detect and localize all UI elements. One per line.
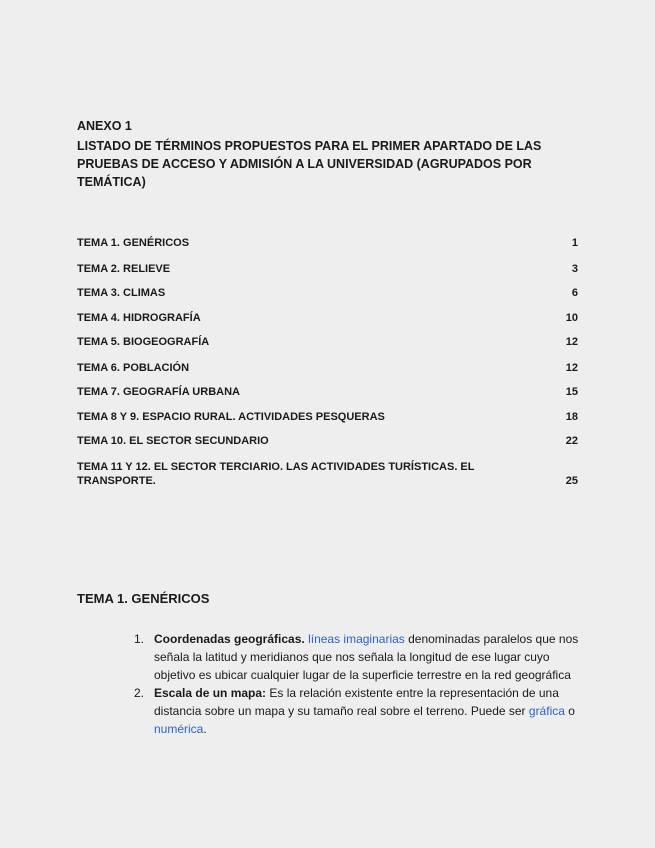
term-definition: o bbox=[564, 704, 575, 718]
toc-page-number: 22 bbox=[565, 435, 578, 447]
list-item bbox=[134, 630, 580, 684]
toc-row[interactable] bbox=[77, 236, 578, 250]
term-name: Coordenadas geográficas. bbox=[154, 632, 305, 646]
term-list bbox=[134, 630, 580, 738]
toc-page-number: 10 bbox=[565, 312, 578, 324]
term-definition: Es la relación existente entre la representación de una distancia sobre un mapa y su tamaño real sobre el terreno. Puede ser bbox=[154, 686, 559, 718]
toc-title: TEMA 2. RELIEVE bbox=[77, 263, 171, 275]
toc-row[interactable] bbox=[77, 361, 578, 375]
term-link[interactable]: gráfica bbox=[528, 704, 565, 718]
toc-page-number: 3 bbox=[571, 263, 578, 275]
toc-title: TEMA 5. BIOGEOGRAFÍA bbox=[77, 336, 210, 348]
toc-title: TEMA 11 Y 12. EL SECTOR TERCIARIO. LAS ACTIVIDADES TURÍSTICAS. EL TRANSPORTE. bbox=[77, 461, 475, 487]
toc-row[interactable] bbox=[77, 335, 578, 349]
toc-title: TEMA 1. GENÉRICOS bbox=[77, 237, 190, 249]
toc-page-number: 12 bbox=[565, 362, 578, 374]
list-item-number: 2. bbox=[134, 686, 145, 700]
toc-page-number: 15 bbox=[565, 386, 578, 398]
toc-page-number: 12 bbox=[565, 336, 578, 348]
toc-title: TEMA 3. CLIMAS bbox=[77, 287, 166, 299]
toc-row[interactable] bbox=[77, 262, 578, 276]
list-item-number: 1. bbox=[134, 632, 145, 646]
term-definition: . bbox=[203, 722, 207, 736]
list-item-body bbox=[154, 684, 580, 738]
toc-title: TEMA 6. POBLACIÓN bbox=[77, 362, 190, 374]
annex-title: LISTADO DE TÉRMINOS PROPUESTOS PARA EL PRIMER APARTADO DE LAS PRUEBAS DE ACCESO Y ADMISIÓN A LA UNIVERSIDAD (AGRUPADOS POR TEMÁTICA) bbox=[77, 139, 542, 189]
toc-row[interactable] bbox=[77, 311, 578, 325]
toc-page-number: 1 bbox=[571, 237, 578, 249]
term-link[interactable]: líneas imaginarias bbox=[308, 632, 405, 646]
toc-page-number: 6 bbox=[571, 287, 578, 299]
toc-title: TEMA 8 Y 9. ESPACIO RURAL. ACTIVIDADES PESQUERAS bbox=[77, 411, 385, 423]
toc-row[interactable] bbox=[77, 460, 578, 488]
term-link[interactable]: numérica bbox=[154, 722, 204, 736]
toc-page-number: 25 bbox=[565, 475, 578, 487]
annex-header bbox=[77, 118, 577, 191]
annex-label: ANEXO 1 bbox=[77, 119, 132, 133]
list-item bbox=[134, 684, 580, 738]
toc-title: TEMA 4. HIDROGRAFÍA bbox=[77, 312, 201, 324]
term-name: Escala de un mapa: bbox=[154, 686, 267, 700]
list-item-body bbox=[154, 630, 580, 684]
toc-row[interactable] bbox=[77, 385, 578, 399]
toc-title: TEMA 7. GEOGRAFÍA URBANA bbox=[77, 386, 240, 398]
toc-row[interactable] bbox=[77, 410, 578, 424]
toc-title: TEMA 10. EL SECTOR SECUNDARIO bbox=[77, 435, 269, 447]
toc-page-number: 18 bbox=[565, 411, 578, 423]
toc-row[interactable] bbox=[77, 434, 578, 448]
section-heading: TEMA 1. GENÉRICOS bbox=[77, 591, 210, 606]
term-definition: denominadas paralelos que nos señala la latitud y meridianos que nos señala la longitud de ese lugar cuyo objetivo es ubicar cualquier lugar de la superficie terrestre en la red geográfica bbox=[154, 632, 579, 682]
toc-row[interactable] bbox=[77, 286, 578, 300]
